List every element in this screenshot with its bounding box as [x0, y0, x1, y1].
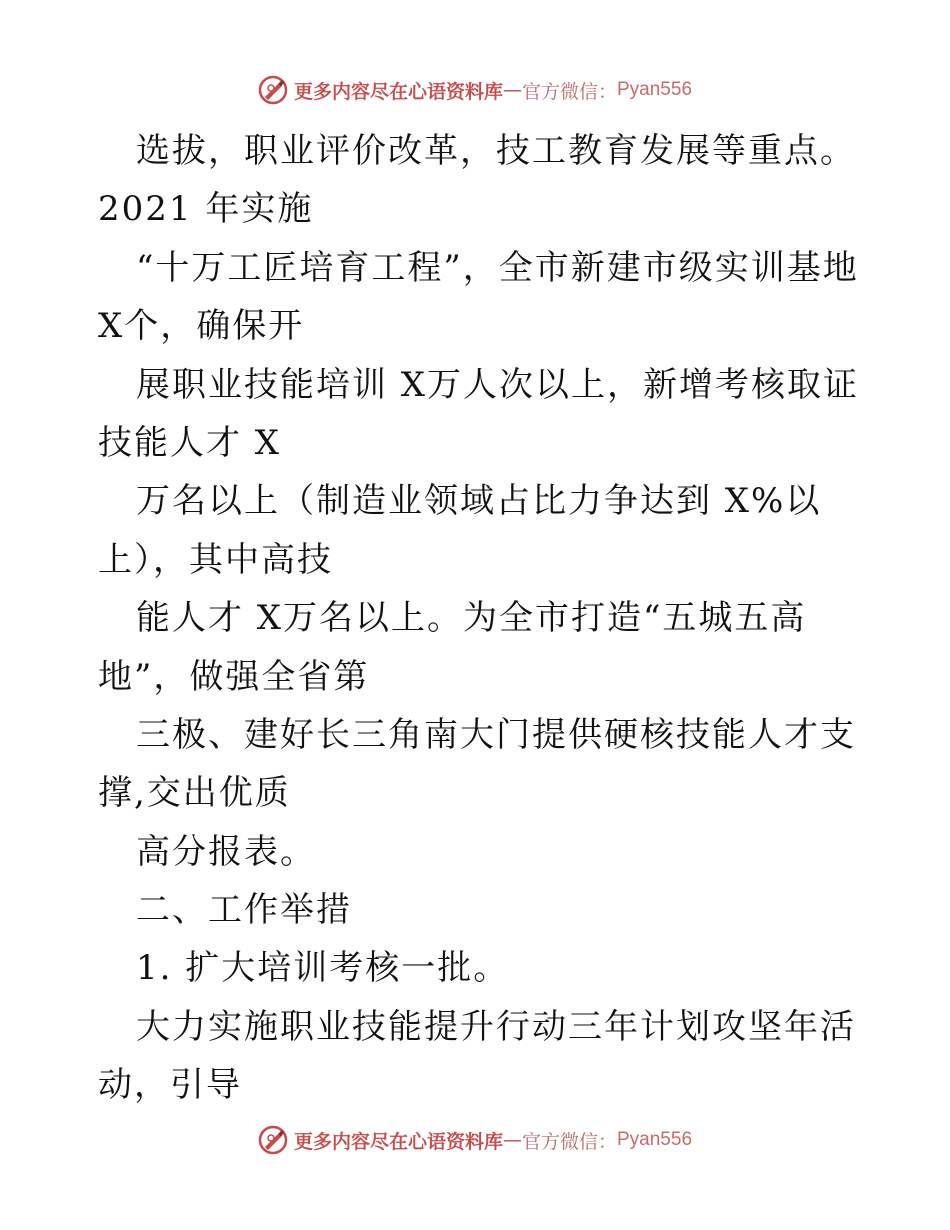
- text-line: 三极、建好长三角南大门提供硬核技能人才支: [136, 714, 856, 755]
- text-line: 万名以上（制造业领域占比力争达到 X%以: [136, 481, 822, 522]
- footer-watermark: [0, 1120, 950, 1160]
- pen-logo-icon: [258, 1125, 288, 1155]
- watermark-wechat-id: Pyan556: [617, 1129, 693, 1150]
- text-line: X个，确保开: [98, 306, 305, 347]
- text-line: 大力实施职业技能提升行动三年计划攻坚年活: [136, 1006, 856, 1047]
- watermark-wechat-label: 官方微信：: [521, 80, 617, 103]
- header-watermark: [0, 70, 950, 110]
- document-body: [98, 122, 888, 1115]
- watermark-wechat-id: Pyan556: [617, 79, 693, 100]
- text-line: 技能人才 X: [98, 422, 282, 463]
- text-line: 二、工作举措: [136, 890, 352, 931]
- text-line: 选拔，职业评价改革，技工教育发展等重点。: [136, 131, 856, 171]
- watermark-site-text: 更多内容尽在心语资料库: [293, 80, 503, 103]
- text-line: 上），其中高技: [98, 539, 333, 580]
- watermark-separator: —: [502, 79, 522, 101]
- text-line: 地”，做强全省第: [98, 656, 370, 697]
- pen-logo-icon: [258, 75, 288, 105]
- text-line: “十万工匠培育工程”，全市新建市级实训基地: [136, 247, 859, 288]
- watermark-site-text: 更多内容尽在心语资料库: [293, 1130, 503, 1153]
- text-line: 高分报表。: [136, 831, 316, 872]
- watermark-separator: —: [502, 1129, 522, 1151]
- text-line: 2021 年实施: [98, 189, 314, 230]
- watermark-wechat-label: 官方微信：: [521, 1130, 617, 1153]
- text-line: 动，引导: [98, 1065, 242, 1106]
- text-line: 撑,交出优质: [98, 773, 291, 814]
- text-line: 1. 扩大培训考核一批。: [136, 948, 510, 989]
- text-line: 展职业技能培训 X万人次以上，新增考核取证: [136, 364, 860, 405]
- text-line: 能人才 X万名以上。为全市打造“五城五高: [136, 598, 807, 639]
